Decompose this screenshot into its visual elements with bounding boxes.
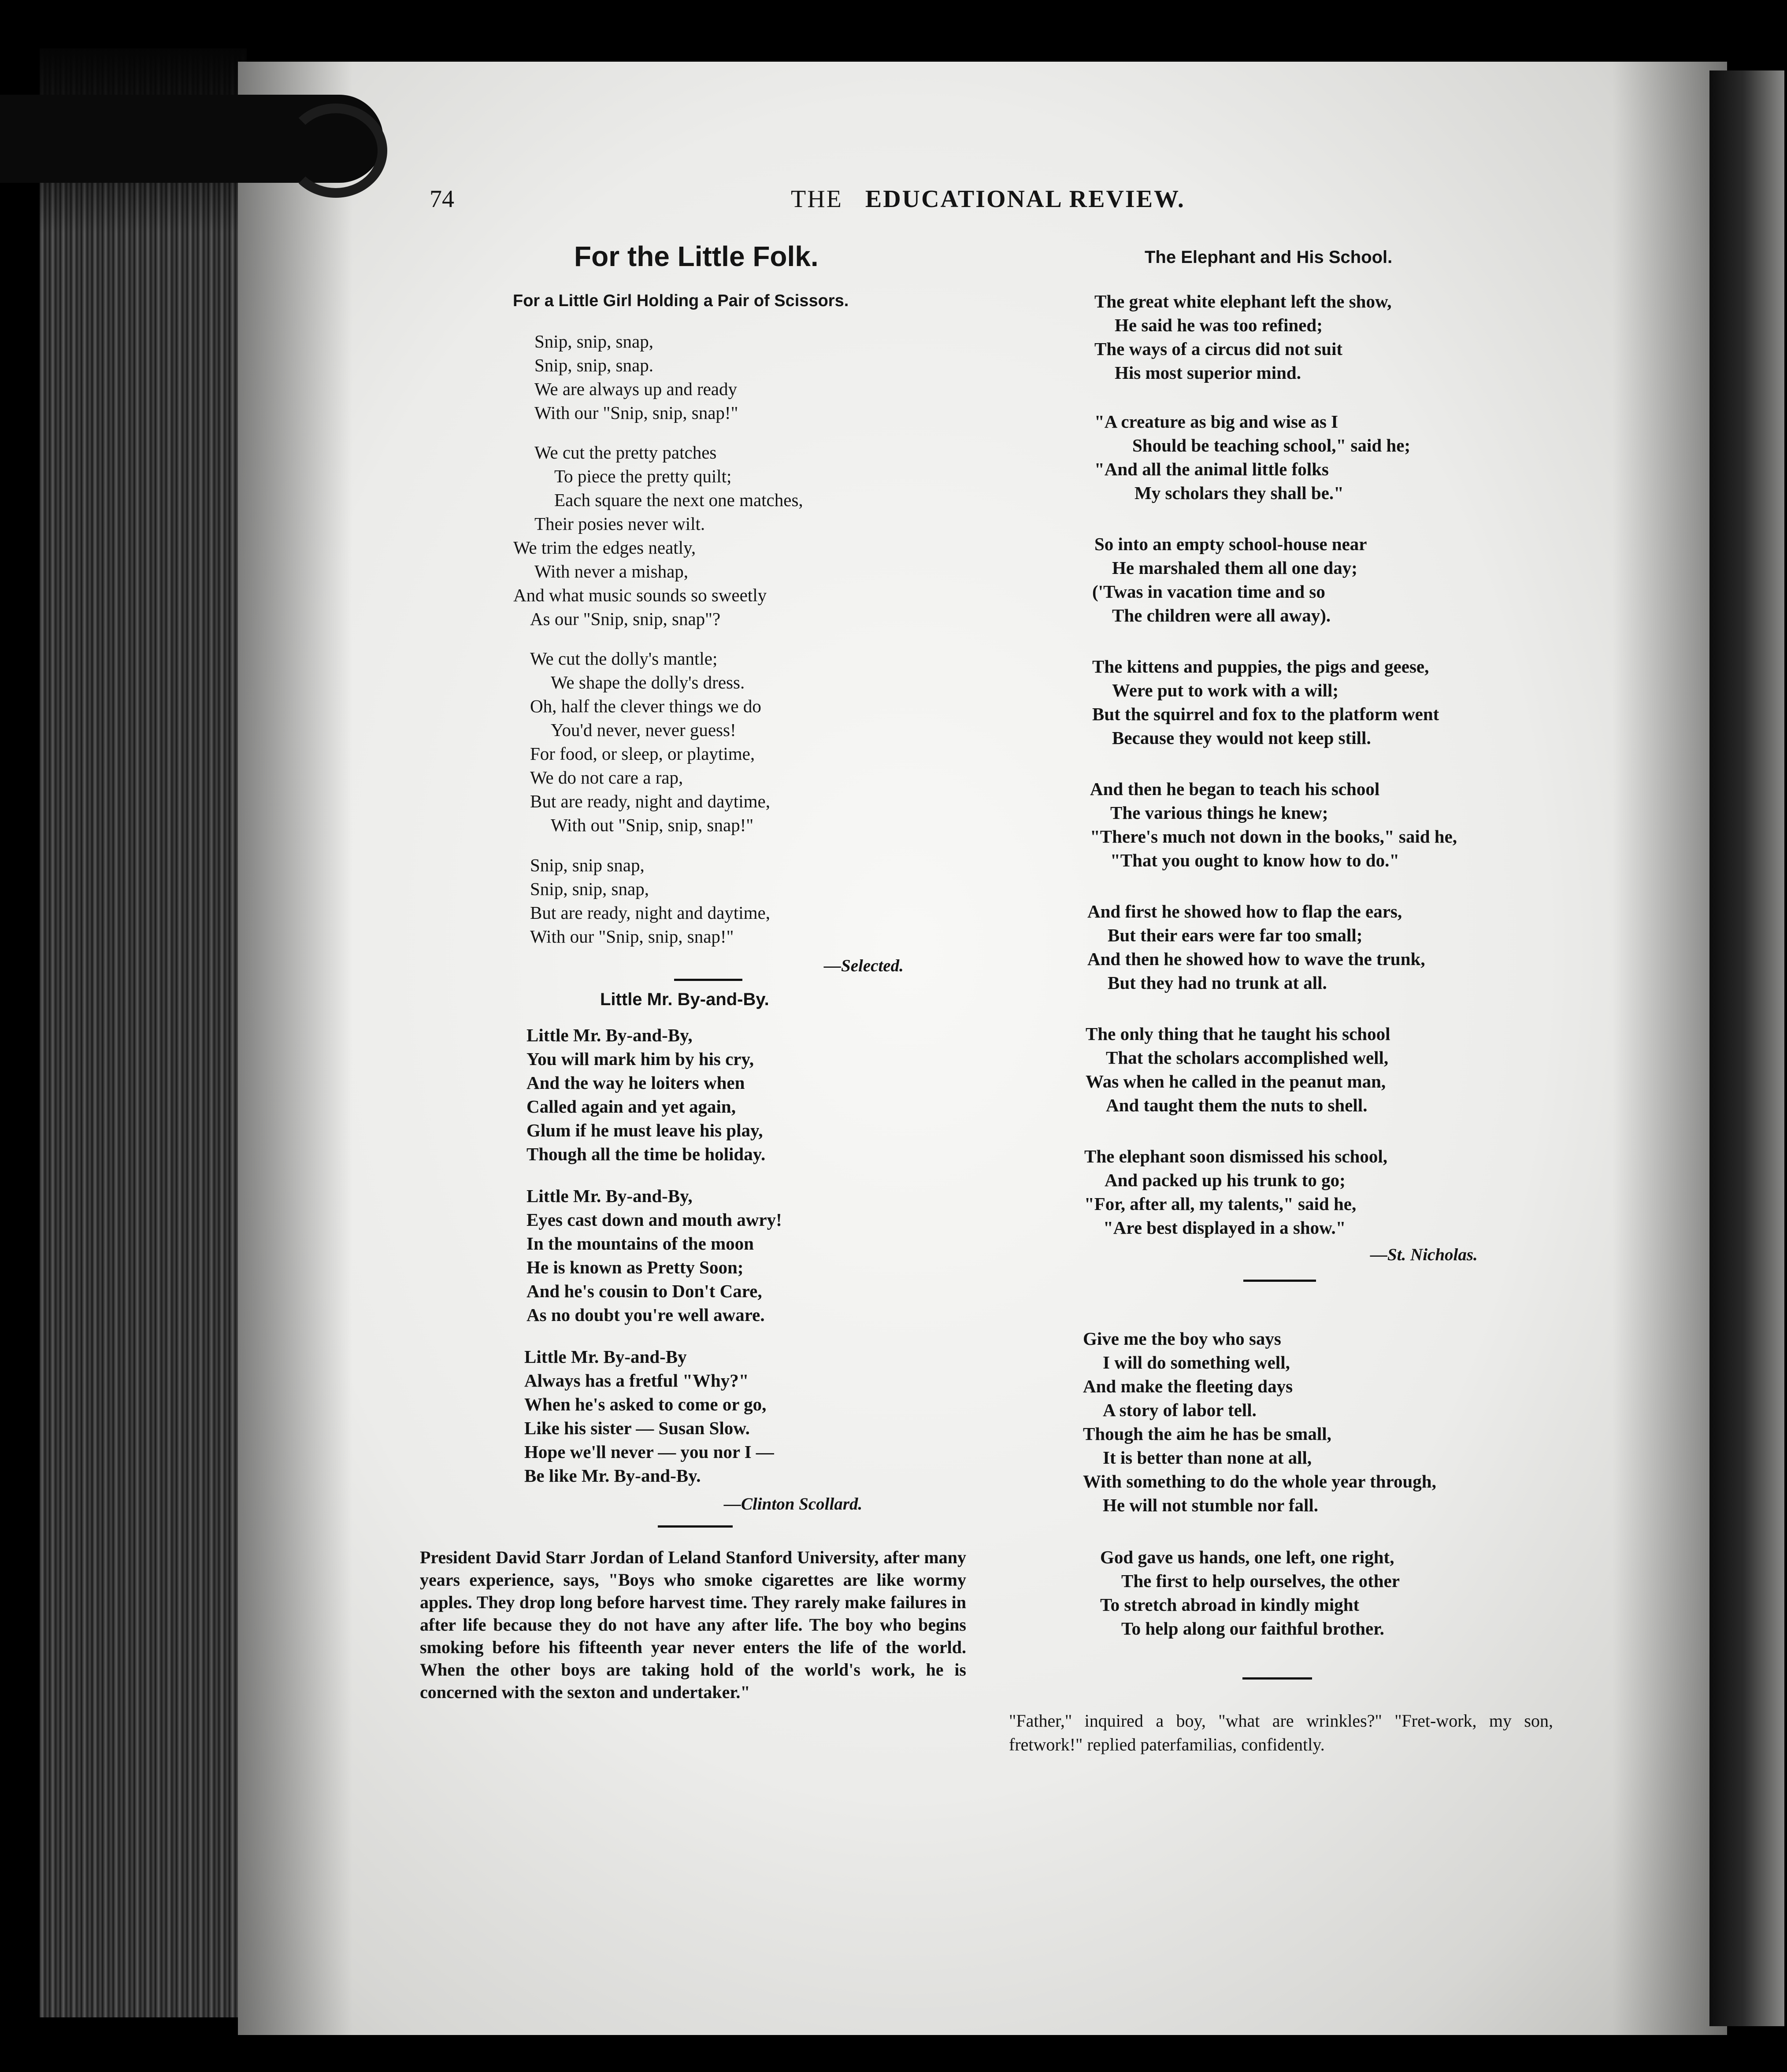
poem-scissors-line: To piece the pretty quilt; (554, 466, 732, 486)
book-gutter (1709, 70, 1784, 2026)
running-head-the: THE (791, 185, 843, 213)
poem-scissors-line: With never a mishap, (534, 561, 689, 581)
poem-byandby-line: Little Mr. By-and-By (524, 1347, 687, 1367)
poem-elephant-line: But their ears were far too small; (1108, 925, 1363, 945)
poem-byandby-line: He is known as Pretty Soon; (526, 1257, 744, 1277)
poem-boy-line: Give me the boy who says (1083, 1328, 1281, 1349)
clip-ring-icon (284, 104, 387, 198)
poem-byandby-line: Be like Mr. By-and-By. (524, 1465, 701, 1486)
poem-scissors-line: We are always up and ready (534, 379, 738, 399)
poem-hands-line: The first to help ourselves, the other (1121, 1571, 1400, 1591)
poem-scissors-attribution: —Selected. (824, 956, 904, 975)
poem-byandby-line: And the way he loiters when (526, 1073, 745, 1093)
poem-elephant-line: The kittens and puppies, the pigs and geese, (1092, 656, 1429, 677)
poem-boy-line: I will do something well, (1103, 1352, 1290, 1373)
poem-scissors-line: We do not care a rap, (530, 767, 683, 788)
poem-elephant-line: Because they would not keep still. (1112, 728, 1371, 748)
poem-elephant-line: And then he began to teach his school (1090, 779, 1380, 799)
poem-elephant-line: The great white elephant left the show, (1094, 291, 1392, 311)
poem-byandby-line: When he's asked to come or go, (524, 1394, 767, 1414)
poem-elephant-line: Was when he called in the peanut man, (1086, 1071, 1386, 1092)
poem-byandby-line: Little Mr. By-and-By, (526, 1025, 693, 1045)
poem-boy-line: With something to do the whole year through, (1083, 1471, 1436, 1491)
poem-boy-line: And make the fleeting days (1083, 1376, 1293, 1396)
poem-byandby-attribution: —Clinton Scollard. (724, 1495, 863, 1513)
poem-scissors-title: For a Little Girl Holding a Pair of Scissors. (513, 292, 849, 310)
poem-scissors-line: Their posies never wilt. (534, 514, 705, 534)
poem-elephant-line: And taught them the nuts to shell. (1106, 1095, 1368, 1115)
poem-elephant-line: The only thing that he taught his school (1086, 1024, 1390, 1044)
poem-elephant-line: The children were all away). (1112, 605, 1331, 625)
poem-elephant-line: So into an empty school-house near (1094, 534, 1367, 554)
poem-elephant-line: ('Twas in vacation time and so (1092, 581, 1325, 602)
poem-scissors-line: We cut the dolly's mantle; (530, 648, 718, 669)
poem-elephant-line: "There's much not down in the books," said he, (1090, 826, 1457, 847)
poem-byandby-line: Hope we'll never — you nor I — (524, 1442, 774, 1462)
poem-scissors-line: But are ready, night and daytime, (530, 791, 770, 811)
poem-hands-line: God gave us hands, one left, one right, (1100, 1547, 1394, 1567)
poem-scissors-line: And what music sounds so sweetly (513, 585, 767, 605)
poem-hands-line: To help along our faithful brother. (1121, 1618, 1384, 1639)
poem-byandby-line: Always has a fretful "Why?" (524, 1370, 749, 1391)
poem-elephant-line: And first he showed how to flap the ears, (1087, 901, 1402, 921)
poem-byandby-line: Eyes cast down and mouth awry! (526, 1210, 782, 1230)
poem-scissors-line: With our "Snip, snip, snap!" (534, 403, 738, 423)
poem-elephant-line: But they had no trunk at all. (1108, 973, 1327, 993)
poem-elephant-title: The Elephant and His School. (1145, 248, 1393, 267)
poem-boy-line: Though the aim he has be small, (1083, 1424, 1331, 1444)
poem-boy-line: A story of labor tell. (1103, 1400, 1257, 1420)
poem-elephant-line: "Are best displayed in a show." (1103, 1217, 1346, 1238)
poem-byandby-line: Like his sister — Susan Slow. (524, 1418, 750, 1438)
poem-scissors-line: Snip, snip, snap, (534, 331, 653, 352)
page-shadow-left (238, 62, 352, 2035)
poem-scissors-line: We cut the pretty patches (534, 442, 717, 462)
poem-elephant-line: Should be teaching school," said he; (1132, 435, 1411, 455)
poem-elephant-line: My scholars they shall be." (1134, 483, 1344, 503)
section-divider (658, 1525, 733, 1528)
poem-elephant-line: "That you ought to know how to do." (1110, 850, 1400, 870)
section-divider (674, 979, 742, 981)
poem-scissors-line: Snip, snip, snap, (530, 879, 649, 899)
poem-boy-line: He will not stumble nor fall. (1103, 1495, 1318, 1515)
page-number: 74 (430, 185, 454, 213)
wrinkles-note: "Father," inquired a boy, "what are wrinkles?" "Fret-work, my son, fretwork!" replied paterfamilias, confidently. (1009, 1711, 1553, 1754)
poem-elephant-line: And then he showed how to wave the trunk, (1087, 949, 1425, 969)
poem-elephant-line: "For, after all, my talents," said he, (1084, 1194, 1357, 1214)
poem-scissors-line: Oh, half the clever things we do (530, 696, 761, 716)
poem-elephant-attribution: —St. Nicholas. (1370, 1245, 1478, 1264)
book-page-edges (40, 48, 247, 2017)
poem-byandby-line: In the mountains of the moon (526, 1233, 754, 1254)
poem-byandby-line: Called again and yet again, (526, 1096, 736, 1117)
poem-elephant-line: Were put to work with a will; (1112, 680, 1339, 700)
poem-byandby-line: You will mark him by his cry, (526, 1049, 754, 1069)
poem-scissors-line: We trim the edges neatly, (513, 537, 696, 558)
poem-scissors-line: With our "Snip, snip, snap!" (530, 926, 734, 947)
poem-scissors-line: We shape the dolly's dress. (551, 672, 745, 692)
poem-scissors-line: Snip, snip snap, (530, 855, 645, 875)
poem-elephant-line: And packed up his trunk to go; (1105, 1170, 1346, 1190)
poem-byandby-title: Little Mr. By-and-By. (600, 990, 769, 1009)
poem-elephant-line: He marshaled them all one day; (1112, 558, 1357, 578)
poem-scissors-line: As our "Snip, snip, snap"? (530, 609, 721, 629)
poem-elephant-line: That the scholars accomplished well, (1106, 1047, 1389, 1068)
poem-elephant-line: But the squirrel and fox to the platform went (1092, 704, 1439, 724)
poem-elephant-line: "A creature as big and wise as I (1094, 411, 1338, 432)
poem-scissors-line: With out "Snip, snip, snap!" (551, 815, 754, 835)
poem-scissors-line: Each square the next one matches, (554, 490, 803, 510)
poem-byandby-line: Though all the time be holiday. (526, 1144, 766, 1164)
running-head-title: EDUCATIONAL REVIEW. (865, 185, 1185, 213)
poem-scissors-line: For food, or sleep, or playtime, (530, 744, 755, 764)
poem-byandby-line: As no doubt you're well aware. (526, 1305, 765, 1325)
section-divider (1243, 1280, 1316, 1282)
poem-boy-line: It is better than none at all, (1103, 1447, 1312, 1468)
running-head (791, 185, 1185, 213)
poem-elephant-line: The various things he knew; (1110, 803, 1328, 823)
poem-byandby-line: And he's cousin to Don't Care, (526, 1281, 762, 1301)
poem-elephant-line: "And all the animal little folks (1094, 459, 1329, 479)
poem-scissors-line: But are ready, night and daytime, (530, 903, 770, 923)
poem-elephant-line: The ways of a circus did not suit (1094, 339, 1343, 359)
poem-elephant-line: His most superior mind. (1115, 363, 1301, 383)
section-title: For the Little Folk. (574, 240, 819, 272)
section-divider (1242, 1677, 1312, 1680)
poem-hands-line: To stretch abroad in kindly might (1100, 1595, 1360, 1615)
poem-byandby-line: Glum if he must leave his play, (526, 1120, 763, 1140)
poem-elephant-line: The elephant soon dismissed his school, (1084, 1146, 1388, 1166)
poem-scissors-line: Snip, snip, snap. (534, 355, 653, 375)
poem-elephant-line: He said he was too refined; (1115, 315, 1323, 335)
poem-byandby-line: Little Mr. By-and-By, (526, 1186, 693, 1206)
jordan-paragraph: President David Starr Jordan of Leland Stanford University, after many years experience, says, "Boys who smoke cigarettes are like wormy apples. They drop long before harvest time. They rarely make failures in after life because they do not have any after life. The boy who begins smoking before his fifteenth year never enters the life of the world. When the other boys are taking hold of the world's work, he is concerned with the sexton and undertaker." (420, 1547, 966, 1702)
poem-scissors-line: You'd never, never guess! (551, 720, 736, 740)
